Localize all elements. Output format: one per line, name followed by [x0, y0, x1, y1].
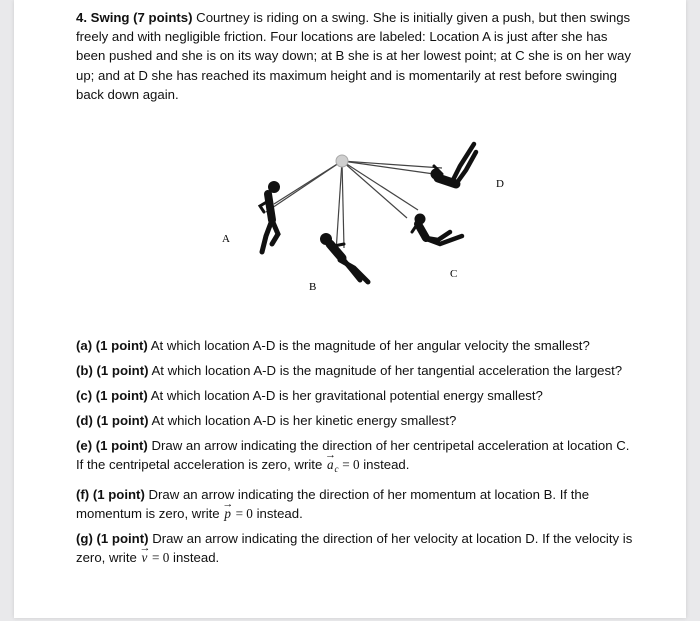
question-list: [76, 336, 636, 573]
pivot-point: [336, 155, 348, 167]
label-c: C: [450, 268, 458, 280]
question-a: (a) (1 point) At which location A-D is the magnitude of her angular velocity the smallest?: [76, 338, 590, 353]
swing-diagram: [194, 140, 524, 315]
label-b: B: [309, 281, 317, 293]
label-a: A: [222, 233, 230, 245]
vector-p: → p: [223, 504, 232, 523]
swinger-c: [412, 214, 462, 245]
swinger-d: [431, 144, 477, 184]
question-d: (d) (1 point) At which location A-D is her kinetic energy smallest?: [76, 413, 457, 428]
problem-heading: 4. Swing (7 points): [76, 10, 193, 25]
document-page: [14, 0, 686, 618]
question-g: (g) (1 point) Draw an arrow indicating the direction of her velocity at location D. If the velocity is zero, write → v = 0 instead.: [76, 529, 636, 567]
question-b: (b) (1 point) At which location A-D is the magnitude of her tangential acceleration the largest?: [76, 363, 623, 378]
problem-text: Courtney is riding on a swing. She is initially given a push, but then swings freely and with negligible friction. Four locations are labeled: Location A is just after she has been pushed and she is on its way down; at B she is at her lowest point; at C she is on her way up; and at D she has reached its maximum height and is momentarily at rest before swinging back down again.: [76, 10, 631, 102]
vector-v: → v: [141, 548, 149, 567]
question-e: (e) (1 point) Draw an arrow indicating the direction of her centripetal acceleration at location C. If the centripetal acceleration is zero, write → $a_c = 0$ instead.: [76, 436, 636, 479]
question-f: (f) (1 point) Draw an arrow indicating the direction of her momentum at location B. If the momentum is zero, write → p = 0 instead.: [76, 485, 636, 523]
label-d: D: [496, 178, 504, 190]
swinger-a: [260, 181, 280, 252]
swing-figure: [194, 140, 524, 320]
problem-statement: [76, 8, 636, 104]
question-c: (c) (1 point) At which location A-D is her gravitational potential energy smallest?: [76, 388, 543, 403]
vector-a-c: → a: [326, 455, 335, 474]
